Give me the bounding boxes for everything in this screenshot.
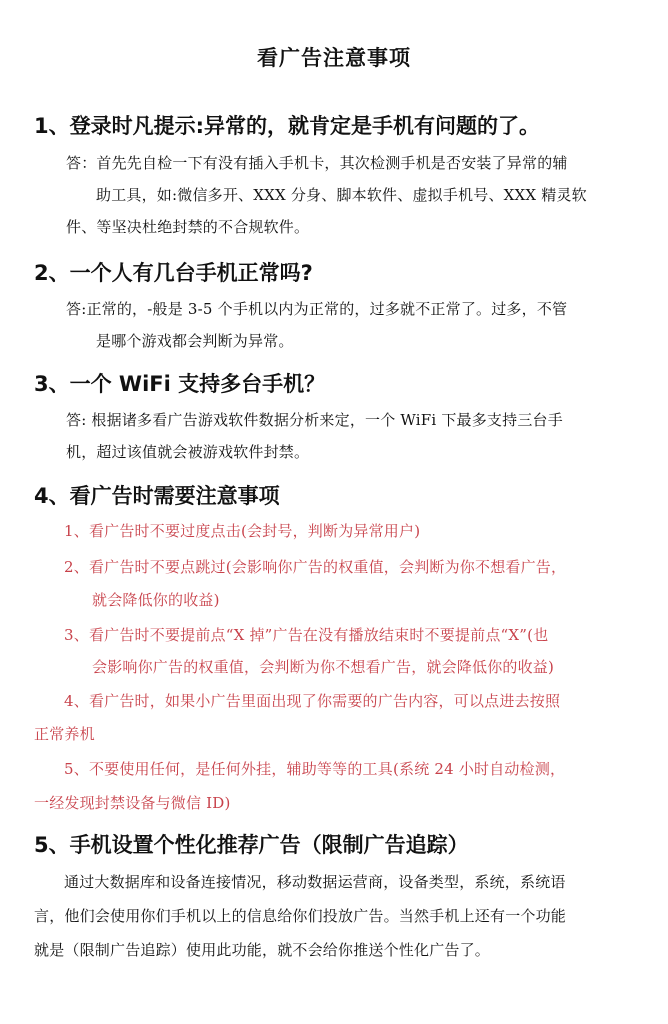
section-5-heading: 5、手机设置个性化推荐广告（限制广告追踪） (34, 833, 469, 857)
section-3-line-2: 机，超过该值就会被游戏软件封禁。 (66, 443, 310, 461)
section-1-heading: 1、登录时凡提示:异常的，就肯定是手机有问题的了。 (34, 114, 541, 138)
section-2-line-2: 是哪个游戏都会判断为异常。 (96, 332, 294, 350)
section-4-item-2: 2、看广告时不要点跳过(会影响你广告的权重值，会判断为你不想看广告， (64, 558, 567, 576)
section-4-heading: 4、看广告时需要注意事项 (34, 484, 280, 508)
section-4-item-3-cont: 会影响你广告的权重值，会判断为你不想看广告，就会降低你的收益) (92, 658, 555, 676)
section-4-item-4: 4、看广告时，如果小广告里面出现了你需要的广告内容，可以点进去按照 (64, 692, 561, 710)
section-4-item-5: 5、不要使用任何，是任何外挂，辅助等等的工具(系统 24 小时自动检测， (64, 760, 566, 778)
section-4-item-5-cont: 一经发现封禁设备与微信 ID) (34, 794, 231, 812)
section-1-line-3: 件、等坚决杜绝封禁的不合规软件。 (66, 218, 310, 236)
section-2-line-1: 答:正常的，-般是 3-5 个手机以内为正常的，过多就不正常了。过多，不管 (66, 300, 568, 318)
section-4-item-3: 3、看广告时不要提前点“X 掉”广告在没有播放结束时不要提前点“X”(也 (64, 626, 549, 644)
section-5-line-3: 就是（限制广告追踪）使用此功能，就不会给你推送个性化广告了。 (34, 941, 491, 959)
section-4-item-4-cont: 正常养机 (34, 725, 95, 743)
section-1-line-1: 答：首先先自检一下有没有插入手机卡，其次检测手机是否安装了异常的辅 (66, 154, 568, 172)
section-4-item-2-cont: 就会降低你的收益) (92, 591, 220, 609)
section-5-line-1: 通过大数据库和设备连接情况，移动数据运营商，设备类型，系统，系统语 (64, 873, 566, 891)
section-2-heading: 2、一个人有几台手机正常吗? (34, 261, 313, 285)
section-1-line-2: 助工具，如:微信多开、XXX 分身、脚本软件、虚拟手机号、XXX 精灵软 (96, 186, 587, 204)
page-title: 看广告注意事项 (257, 46, 411, 70)
section-3-line-1: 答: 根据诸多看广告游戏软件数据分析来定，一个 WiFi 下最多支持三台手 (66, 411, 563, 429)
section-5-line-2: 言，他们会使用你们手机以上的信息给你们投放广告。当然手机上还有一个功能 (34, 907, 567, 925)
section-3-heading: 3、一个 WiFi 支持多台手机？ (34, 372, 326, 396)
section-4-item-1: 1、看广告时不要过度点击(会封号，判断为异常用户) (64, 522, 421, 540)
